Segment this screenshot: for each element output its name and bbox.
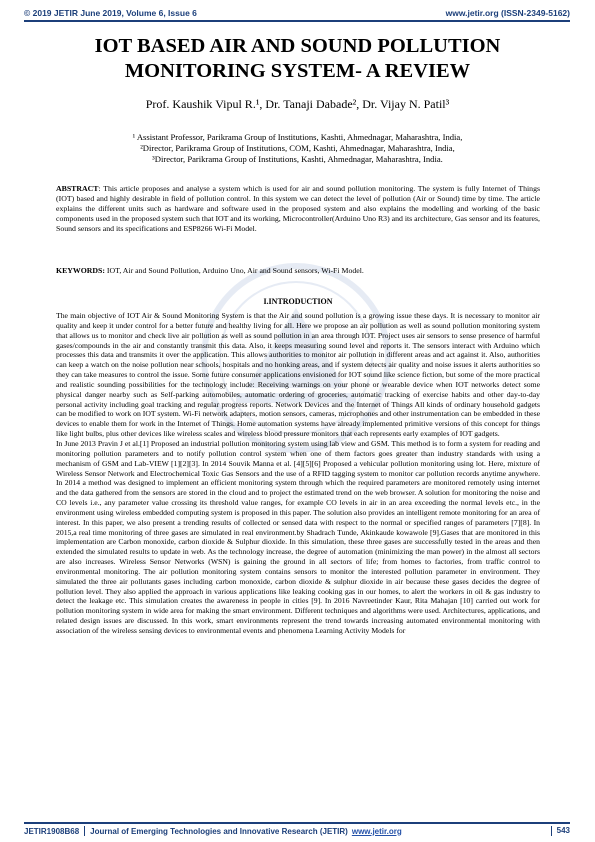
affiliation-1: ¹ Assistant Professor, Parikrama Group of Institutions, Kashti, Ahmednagar, Maharashtra, India, [132,132,463,142]
title-line-1: IOT BASED AIR AND SOUND POLLUTION [94,35,501,57]
paragraph: In June 2013 Pravin J et al.[1] Proposed an industrial pollution monitoring system using lab view and GSM. This method is to form a system for reading and monitoring pollution parameters and to notify pollution control system when one of them factors goes greater than industry standards with using a mechanism of GSM and Lab-VIEW [1][2][3]. In 2014 Souvik Manna et al. [4][5][6] Proposed a vehicular pollution monitoring using lot. Here, mixture of Wireless Sensor Network and Electrochemical Toxic Gas Sensors and the use of a RFID tagging system to monitor car pollution records anytime anywhere. In 2014 a method was designed to implement an efficient monitoring system through which the required parameters are monitored remotely using internet and the data gathered from the sensors are stored in the cloud and to project the estimated trend on the web browser. A solution for monitoring the noise and CO levels i.e., any parameter value crossing its threshold value ranges, for example CO levels in air in an area exceeding the normal levels etc., in the environment using wireless embedded computing system is proposed in this paper. The solution also provides an intelligent remote monitoring for an area of interest. In this paper, we also present a trending results of collected or sensed data with respect to the normal or specified ranges of parameters [7][8]. In 2015,a real time monitoring of three gases are simulated in real environment.by Shadrach Tunde, Akinkaude kowawole [9].Gases that are monitored in this implementation are Carbon monoxide, carbon dioxide & Sulphur dioxide. In this simulation, these three gases are successfully tested in the areas and then extended the simulated results to update in web. As the technology increase, the degree of automation (minimizing the man power) in the almost all sectors are also increases. Wireless Sensor Networks (WSN) is gaining the ground in all sectors of life; from homes to factories, from traffic control to environmental monitoring. The air pollution monitoring system contains sensors to monitor the interested pollution parameter in environment. They simulated the three air pollutants gases including carbon monoxide, carbon dioxide & sulphur dioxide in air because these gases decides the degree of pollution level. They also applied the approach in various applications like leaking cooking gas in our homes, to alert the workers in oil & gas industry to detect the leakage etc. This simulation creates the awareness in people in cities [9]. In 2016 Navreetinder Kaur, Rita Mahajan [10] carried out work for pollution monitoring system in wide area for making the smart environment. Different techniques and algorithms were used. Architectures, applications, and related design issues are discussed. In this work, smart environments represent the trend towards increasing automated environmental monitoring with association of the wireless sensing devices to environmental events and phenomena Learning Activity Models for [56,438,540,635]
page-footer [24,826,570,836]
journal-header [24,8,570,18]
paragraph: The main objective of IOT Air & Sound Monitoring System is that the Air and sound pollution is a growing issue these days. It is necessary to monitor air quality and keep it under control for a better future and healthy living for all. Here we propose an air pollution as well as sound pollution monitoring system that allows us to monitor and check live air pollution as well as sound pollution in an area through IOT. Project uses air sensors to sense presence of harmful gases/compounds in the air and constantly transmit this data. Also, it keeps measuring sound level and reports it. The sensors interact with Arduino which processes this data and transmits it over the application. This allows authorities to monitor air pollution in different areas and act against it. Also, authorities can keep a watch on the noise pollution near schools, hospitals and no honking areas, and if system detects air quality and noise issues it alerts authorities so they can take measures to control the issue. Some future consumer applications envisioned for IOT sound like science fiction, but some of the more practical and realistic sounding possibilities for the technology include: Receiving warnings on your phone or wearable device when IOT networks detect some physical danger nearby such as Self-parking automobiles, automatic ordering of groceries, automatic tracking of exercise habits and other day-to-day personal activity including goal tracking and regular progress reports. Network Devices and the Internet of Things All kinds of ordinary household gadgets can be modified to work on IOT system. Wi-Fi network adapters, motion sensors, cameras, microphones and other instrumentation can be embedded in these devices to enable them for work in the Internet of Things. Home automation systems have already implemented primitive versions of this concept for things like light bulbs, plus other devices like wireless scales and wireless blood pressure monitors that each represents early examples of IOT gadgets. [56,311,540,439]
journal-name: Journal of Emerging Technologies and Innovative Research (JETIR) [90,826,348,836]
abstract [56,184,540,234]
keywords-label: KEYWORDS: [56,266,105,275]
page-number-group [546,826,570,836]
paper-title [20,34,575,84]
footer-separator [551,826,552,836]
author-list: Prof. Kaushik Vipul R.¹, Dr. Tanaji Dabade², Dr. Vijay N. Patil³ [145,97,450,111]
journal-link[interactable]: www.jetir.org [351,826,402,836]
header-divider [24,20,570,22]
affiliations [20,132,575,165]
affiliation-3: ³Director, Parikrama Group of Institutions, Kashti, Ahmednagar, Maharashtra, India. [152,154,443,164]
abstract-text: : This article proposes and analyse a system which is used for air and sound pollution monitoring. The system is fully Internet of Things (IOT) based and highly desirable in field of pollution control. In this system we can detect the level of pollution (Air or Sound) time by time. The article explains the different units such as hardware and software used in the proposed system and also explains the modelling and working of the basic components used in the proposed system such that IOT and its working, Microcontroller(Arduino Uno R3) and its architecture, Gas sensor and its features, Sound sensors and its specifications and ESP8266 Wi-Fi Model. [56,184,540,234]
keywords-text: IOT, Air and Sound Pollution, Arduino Uno, Air and Sound sensors, Wi-Fi Model. [104,266,364,275]
paper-id: JETIR1908B68 [24,826,80,836]
abstract-label: ABSTRACT [56,184,99,193]
page-number: 543 [556,826,570,836]
footer-divider [24,822,570,824]
keywords [56,266,540,276]
footer-separator [84,826,85,836]
issue-info: © 2019 JETIR June 2019, Volume 6, Issue 6 [24,8,197,18]
affiliation-2: ²Director, Parikrama Group of Institutions, COM, Kashti, Ahmednagar, Maharashtra, India, [140,143,455,153]
introduction-body [56,311,540,636]
title-line-2: MONITORING SYSTEM- A REVIEW [124,60,471,82]
journal-site-issn[interactable]: www.jetir.org (ISSN-2349-5162) [445,8,570,18]
section-heading-introduction: I.INTRODUCTION [263,297,333,306]
